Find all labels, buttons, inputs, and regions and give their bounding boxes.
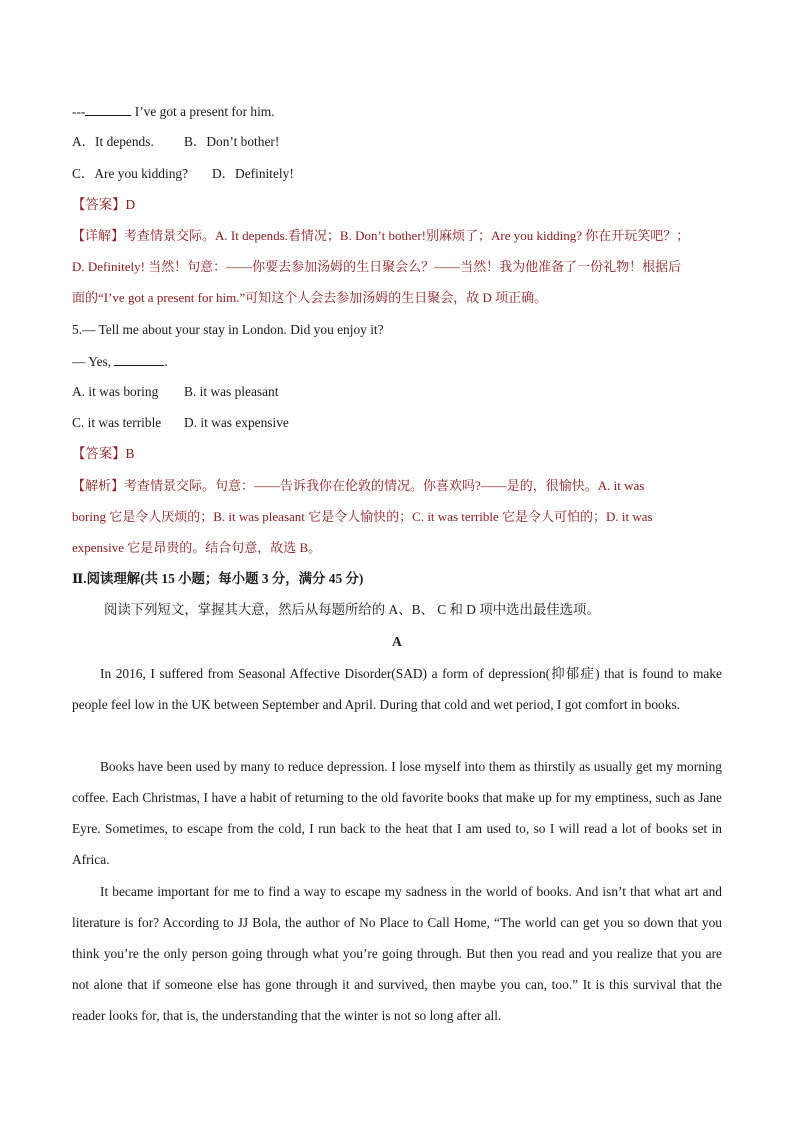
q5-options-row1 <box>72 383 278 401</box>
q4-detail-line2: D. Definitely! 当然！句意：——你要去参加汤姆的生日聚会么？——当然！我为他准备了一份礼物！根据后 <box>72 259 682 274</box>
q4-prompt <box>72 102 275 121</box>
q5-analysis-line1: 【解析】考查情景交际。句意：——告诉我你在伦敦的情况。你喜欢吗?——是的，很愉快。A. it was <box>72 478 645 493</box>
q5-options-row2 <box>72 414 289 432</box>
passage-p1-text: In 2016, I suffered from Seasonal Affective Disorder(SAD) a form of depression(抑郁症) that is found to make people feel low in the UK between September and April. During that cold and wet period, I got comfort in books. <box>72 666 722 712</box>
passage-paragraph-2 <box>72 751 722 875</box>
q4-option-a: A．It depends. <box>72 134 154 149</box>
q4-prompt-suffix: I’ve got a present for him. <box>131 104 275 119</box>
passage-p3-text: It became important for me to find a way to escape my sadness in the world of books. And isn’t that what art and literature is for? According to JJ Bola, the author of No Place to Call Home, “The world can get you so down that you think you’re the only person going through what you’re going through. But then you read and you realize that you are not alone that if someone else has gone through it and survived, then maybe you can, too.” It is this survival that the reader looks for, that is, the understanding that the winter is not so long after all. <box>72 884 722 1023</box>
q5-option-c: C. it was terrible <box>72 415 162 430</box>
q4-option-b: B．Don’t bother! <box>184 134 280 149</box>
q5-option-b: B. it was pleasant <box>184 384 279 399</box>
section-heading: Ⅱ.阅读理解(共 15 小题；每小题 3 分，满分 45 分) <box>72 571 364 586</box>
q5-reply <box>72 352 168 371</box>
q5-analysis-line3: expensive 它是昂贵的。结合句意，故选 B。 <box>72 540 322 555</box>
q5-answer: 【答案】B <box>72 446 135 461</box>
q5-option-d: D. it was expensive <box>184 415 289 430</box>
q4-answer: 【答案】D <box>72 197 136 212</box>
answer-blank <box>114 352 164 366</box>
passage-paragraph-1 <box>72 658 722 720</box>
q4-detail-line3: 面的“I’ve got a present for him.”可知这个人会去参加汤姆的生日聚会，故 D 项正确。 <box>72 290 548 305</box>
q4-options-row2 <box>72 165 294 183</box>
q4-option-d: D．Definitely! <box>212 166 294 181</box>
passage-paragraph-3 <box>72 876 722 1031</box>
q5-reply-suffix: . <box>164 354 168 369</box>
section-instruction: 阅读下列短文，掌握其大意，然后从每题所给的 A、B、 C 和 D 项中选出最佳选项。 <box>104 602 600 617</box>
q5-option-a: A. it was boring <box>72 384 159 399</box>
q5-reply-prefix: — Yes, <box>72 354 115 369</box>
answer-blank <box>85 102 131 116</box>
q4-prompt-prefix: --- <box>72 104 86 119</box>
q5-question: 5.— Tell me about your stay in London. Did you enjoy it? <box>72 322 384 337</box>
passage-label: A <box>392 634 402 649</box>
passage-p2-text: Books have been used by many to reduce depression. I lose myself into them as thirstily as usually get my morning coffee. Each Christmas, I have a habit of returning to the old favorite books that make up for my emptiness, such as Jane Eyre. Sometimes, to escape from the cold, I run back to the heat that I am used to, so I will read a lot of books set in Africa. <box>72 759 722 867</box>
q4-detail-line1: 【详解】考查情景交际。A. It depends.看情况；B. Don’t bother!别麻烦了；Are you kidding? 你在开玩笑吧？； <box>72 228 690 243</box>
q5-analysis-line2: boring 它是令人厌烦的；B. it was pleasant 它是令人愉快的；C. it was terrible 它是令人可怕的；D. it was <box>72 509 653 524</box>
q4-option-c: C．Are you kidding? <box>72 166 189 181</box>
q4-options-row1 <box>72 133 279 151</box>
